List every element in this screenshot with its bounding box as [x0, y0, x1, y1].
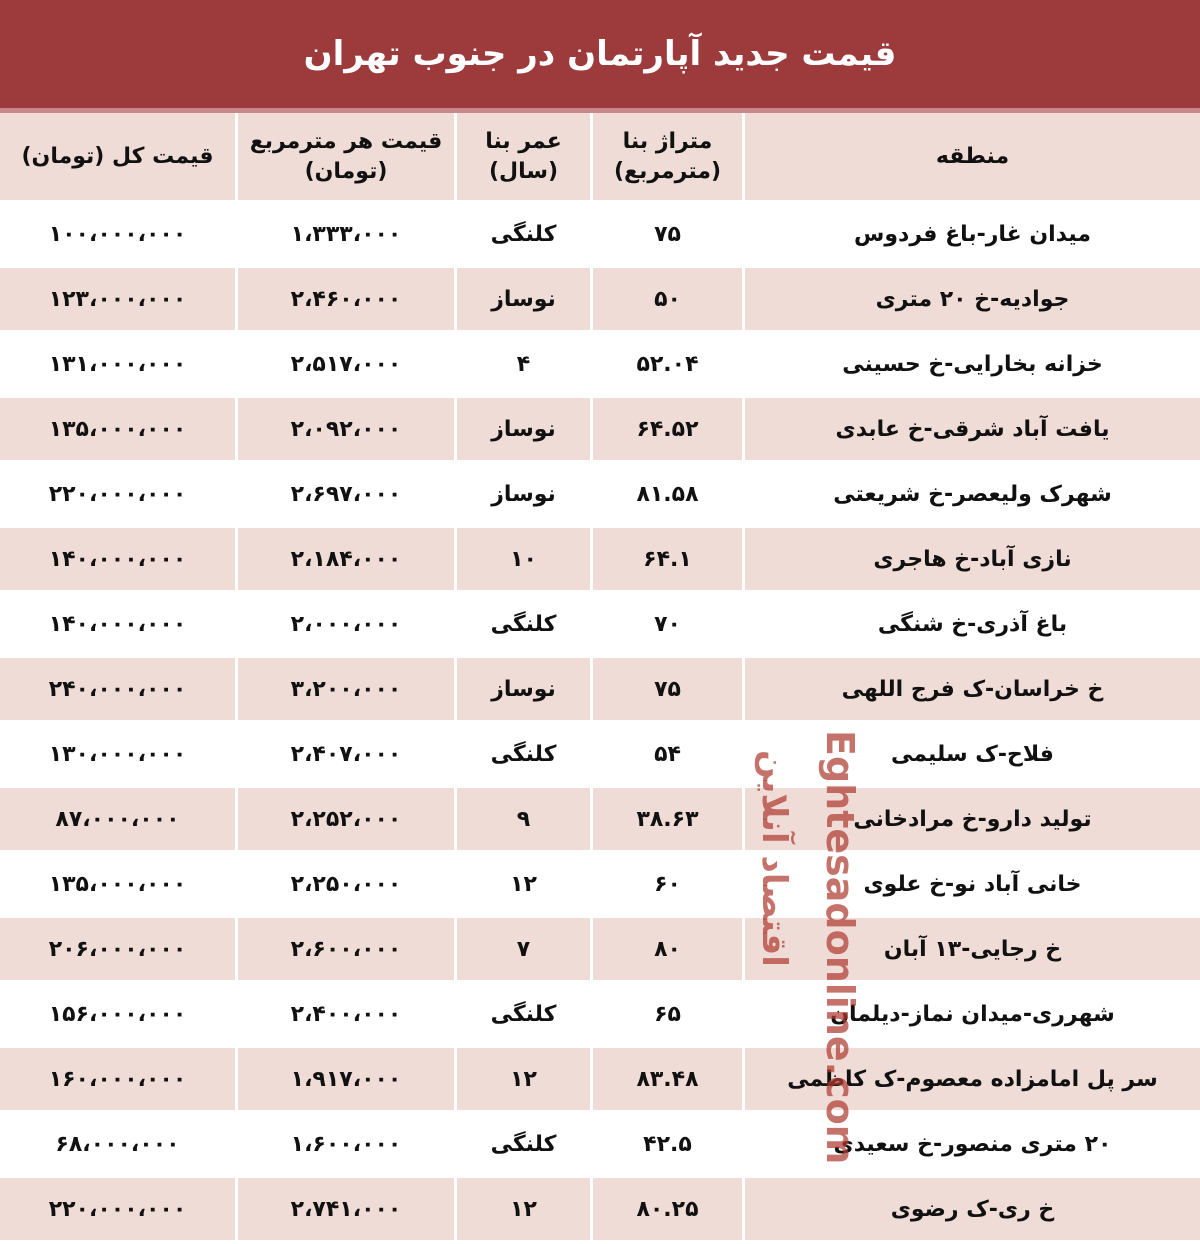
- area-cell: ۵۴: [593, 723, 745, 788]
- price-table-header: [0, 113, 1200, 203]
- table-row: [0, 983, 1200, 1048]
- region-cell: خ خراسان-ک فرج اللهی: [745, 658, 1200, 723]
- table-row: [0, 593, 1200, 658]
- region-cell: جوادیه-خ ۲۰ متری: [745, 268, 1200, 333]
- header-building-age: [457, 113, 593, 203]
- header-price-per-sqm-line2: (تومان): [304, 158, 388, 184]
- price-per-sqm-cell: ۳،۲۰۰،۰۰۰: [238, 658, 457, 723]
- region-cell: یافت آباد شرقی-خ عابدی: [745, 398, 1200, 463]
- price-per-sqm-cell: ۲،۵۱۷،۰۰۰: [238, 333, 457, 398]
- building-age-cell: کلنگی: [457, 593, 593, 658]
- area-cell: ۵۲.۰۴: [593, 333, 745, 398]
- header-row: [0, 113, 1200, 203]
- region-cell: باغ آذری-خ شنگی: [745, 593, 1200, 658]
- building-age-cell: ۱۲: [457, 1178, 593, 1243]
- total-price-cell: ۱۳۱،۰۰۰،۰۰۰: [0, 333, 238, 398]
- price-per-sqm-cell: ۲،۴۰۰،۰۰۰: [238, 983, 457, 1048]
- total-price-cell: ۱۲۳،۰۰۰،۰۰۰: [0, 268, 238, 333]
- header-area-line1: متراژ بنا: [622, 128, 713, 154]
- region-cell: نازی آباد-خ هاجری: [745, 528, 1200, 593]
- price-per-sqm-cell: ۲،۷۴۱،۰۰۰: [238, 1178, 457, 1243]
- building-age-cell: کلنگی: [457, 1113, 593, 1178]
- area-cell: ۸۳.۴۸: [593, 1048, 745, 1113]
- table-row: [0, 333, 1200, 398]
- area-cell: ۶۴.۱: [593, 528, 745, 593]
- price-per-sqm-cell: ۲،۲۵۲،۰۰۰: [238, 788, 457, 853]
- table-row: [0, 853, 1200, 918]
- region-cell: میدان غار-باغ فردوس: [745, 203, 1200, 268]
- table-row: [0, 398, 1200, 463]
- building-age-cell: ۱۲: [457, 1048, 593, 1113]
- header-region: [745, 113, 1200, 203]
- building-age-cell: کلنگی: [457, 723, 593, 788]
- header-region-label: منطقه: [935, 143, 1010, 169]
- area-cell: ۶۰: [593, 853, 745, 918]
- area-cell: ۳۸.۶۳: [593, 788, 745, 853]
- area-cell: ۷۰: [593, 593, 745, 658]
- building-age-cell: ۷: [457, 918, 593, 983]
- header-total-price-label: قیمت کل (تومان): [21, 143, 214, 169]
- total-price-cell: ۱۵۶،۰۰۰،۰۰۰: [0, 983, 238, 1048]
- area-cell: ۶۴.۵۲: [593, 398, 745, 463]
- table-row: [0, 723, 1200, 788]
- building-age-cell: ۱۲: [457, 853, 593, 918]
- region-cell: سر پل امامزاده معصوم-ک کاظمی: [745, 1048, 1200, 1113]
- area-cell: ۸۱.۵۸: [593, 463, 745, 528]
- total-price-cell: ۱۳۵،۰۰۰،۰۰۰: [0, 398, 238, 463]
- area-cell: ۷۵: [593, 203, 745, 268]
- building-age-cell: نوساز: [457, 398, 593, 463]
- table-row: [0, 788, 1200, 853]
- price-per-sqm-cell: ۱،۹۱۷،۰۰۰: [238, 1048, 457, 1113]
- total-price-cell: ۲۲۰،۰۰۰،۰۰۰: [0, 463, 238, 528]
- chart-title: قیمت جدید آپارتمان در جنوب تهران: [303, 34, 897, 74]
- total-price-cell: ۶۸،۰۰۰،۰۰۰: [0, 1113, 238, 1178]
- price-per-sqm-cell: ۲،۴۰۷،۰۰۰: [238, 723, 457, 788]
- total-price-cell: ۲۰۶،۰۰۰،۰۰۰: [0, 918, 238, 983]
- table-row: [0, 528, 1200, 593]
- price-per-sqm-cell: ۲،۶۰۰،۰۰۰: [238, 918, 457, 983]
- region-cell: فلاح-ک سلیمی: [745, 723, 1200, 788]
- table-row: [0, 1178, 1200, 1243]
- table-row: [0, 1113, 1200, 1178]
- table-row: [0, 658, 1200, 723]
- region-cell: خ ری-ک رضوی: [745, 1178, 1200, 1243]
- price-per-sqm-cell: ۲،۴۶۰،۰۰۰: [238, 268, 457, 333]
- total-price-cell: ۸۷،۰۰۰،۰۰۰: [0, 788, 238, 853]
- building-age-cell: کلنگی: [457, 203, 593, 268]
- header-building-age-line1: عمر بنا: [485, 128, 562, 154]
- watermark-fa: اقتصاد آنلاین: [754, 750, 794, 967]
- header-price-per-sqm-line1: قیمت هر مترمربع: [249, 128, 443, 154]
- building-age-cell: نوساز: [457, 463, 593, 528]
- total-price-cell: ۱۴۰،۰۰۰،۰۰۰: [0, 593, 238, 658]
- price-per-sqm-cell: ۲،۱۸۴،۰۰۰: [238, 528, 457, 593]
- price-per-sqm-cell: ۲،۰۹۲،۰۰۰: [238, 398, 457, 463]
- building-age-cell: نوساز: [457, 658, 593, 723]
- region-cell: خانی آباد نو-خ علوی: [745, 853, 1200, 918]
- area-cell: ۸۰: [593, 918, 745, 983]
- region-cell: تولید دارو-خ مرادخانی: [745, 788, 1200, 853]
- building-age-cell: کلنگی: [457, 983, 593, 1048]
- total-price-cell: ۲۲۰،۰۰۰،۰۰۰: [0, 1178, 238, 1243]
- header-total-price: [0, 113, 238, 203]
- region-cell: خ رجایی-۱۳ آبان: [745, 918, 1200, 983]
- price-per-sqm-cell: ۲،۰۰۰،۰۰۰: [238, 593, 457, 658]
- building-age-cell: نوساز: [457, 268, 593, 333]
- header-building-age-line2: (سال): [488, 158, 559, 184]
- region-cell: شهرری-میدان نماز-دیلمان: [745, 983, 1200, 1048]
- price-per-sqm-cell: ۱،۶۰۰،۰۰۰: [238, 1113, 457, 1178]
- price-per-sqm-cell: ۲،۶۹۷،۰۰۰: [238, 463, 457, 528]
- header-area-line2: (مترمربع): [614, 158, 721, 184]
- header-area: [593, 113, 745, 203]
- price-table-body: [0, 203, 1200, 1243]
- region-cell: شهرک ولیعصر-خ شریعتی: [745, 463, 1200, 528]
- watermark-url: Eghtesadonline.com: [818, 730, 862, 1165]
- table-row: [0, 1048, 1200, 1113]
- building-age-cell: ۱۰: [457, 528, 593, 593]
- price-table: [0, 113, 1200, 1243]
- region-cell: خزانه بخارایی-خ حسینی: [745, 333, 1200, 398]
- total-price-cell: ۱۳۵،۰۰۰،۰۰۰: [0, 853, 238, 918]
- area-cell: ۷۵: [593, 658, 745, 723]
- building-age-cell: ۴: [457, 333, 593, 398]
- area-cell: ۴۲.۵: [593, 1113, 745, 1178]
- total-price-cell: ۱۳۰،۰۰۰،۰۰۰: [0, 723, 238, 788]
- total-price-cell: ۱۰۰،۰۰۰،۰۰۰: [0, 203, 238, 268]
- total-price-cell: ۱۴۰،۰۰۰،۰۰۰: [0, 528, 238, 593]
- area-cell: ۶۵: [593, 983, 745, 1048]
- area-cell: ۵۰: [593, 268, 745, 333]
- table-row: [0, 203, 1200, 268]
- price-per-sqm-cell: ۱،۳۳۳،۰۰۰: [238, 203, 457, 268]
- building-age-cell: ۹: [457, 788, 593, 853]
- table-row: [0, 268, 1200, 333]
- region-cell: ۲۰ متری منصور-خ سعیدی: [745, 1113, 1200, 1178]
- total-price-cell: ۱۶۰،۰۰۰،۰۰۰: [0, 1048, 238, 1113]
- table-row: [0, 918, 1200, 983]
- table-row: [0, 463, 1200, 528]
- total-price-cell: ۲۴۰،۰۰۰،۰۰۰: [0, 658, 238, 723]
- area-cell: ۸۰.۲۵: [593, 1178, 745, 1243]
- chart-title-bar: [0, 0, 1200, 108]
- header-price-per-sqm: [238, 113, 457, 203]
- price-per-sqm-cell: ۲،۲۵۰،۰۰۰: [238, 853, 457, 918]
